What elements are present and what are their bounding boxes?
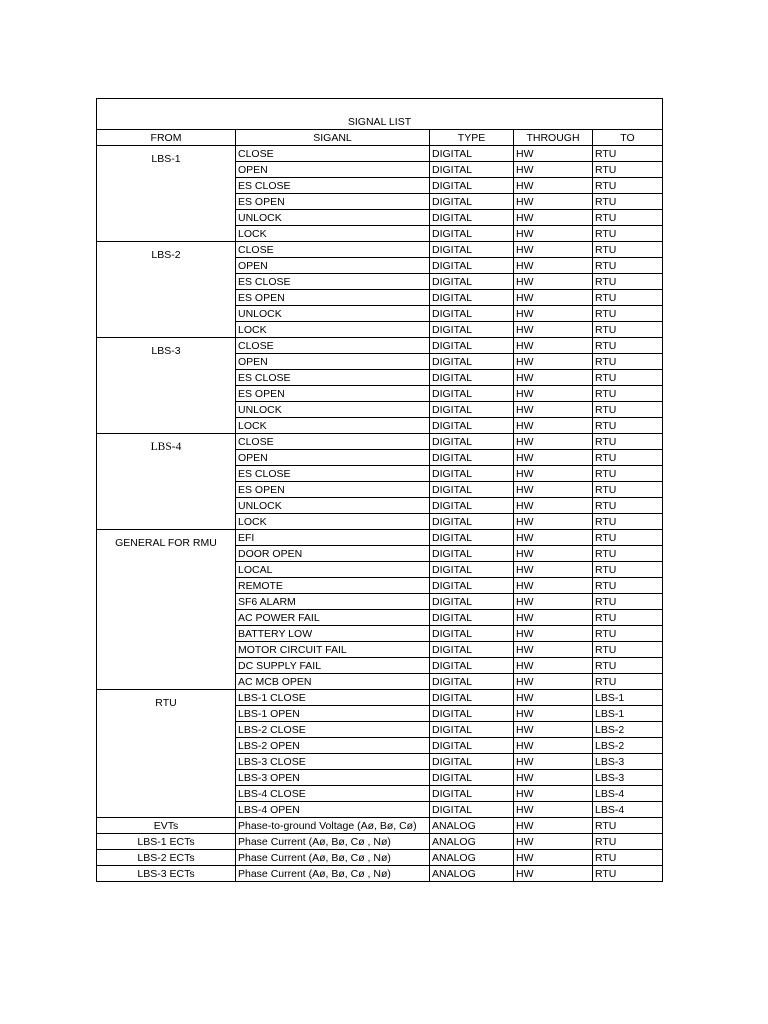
signal-cell: Phase Current (Aø, Bø, Cø , Nø)	[236, 850, 430, 866]
signal-table-body	[97, 99, 663, 882]
type-cell: DIGITAL	[430, 418, 514, 434]
through-cell: HW	[514, 674, 593, 690]
to-cell: LBS-2	[593, 738, 663, 754]
type-cell: DIGITAL	[430, 194, 514, 210]
through-cell: HW	[514, 770, 593, 786]
to-cell: RTU	[593, 450, 663, 466]
signal-cell: BATTERY LOW	[236, 626, 430, 642]
type-cell: DIGITAL	[430, 450, 514, 466]
through-cell: HW	[514, 194, 593, 210]
through-cell: HW	[514, 434, 593, 450]
through-cell: HW	[514, 818, 593, 834]
signal-cell: ES CLOSE	[236, 178, 430, 194]
signal-cell: LOCK	[236, 514, 430, 530]
from-cell: LBS-3	[97, 338, 236, 434]
signal-cell: Phase Current (Aø, Bø, Cø , Nø)	[236, 834, 430, 850]
through-cell: HW	[514, 514, 593, 530]
type-cell: DIGITAL	[430, 738, 514, 754]
to-cell: RTU	[593, 658, 663, 674]
type-cell: DIGITAL	[430, 322, 514, 338]
type-cell: DIGITAL	[430, 146, 514, 162]
signal-cell: CLOSE	[236, 146, 430, 162]
to-cell: RTU	[593, 402, 663, 418]
type-cell: DIGITAL	[430, 786, 514, 802]
through-cell: HW	[514, 242, 593, 258]
through-cell: HW	[514, 418, 593, 434]
type-cell: DIGITAL	[430, 610, 514, 626]
to-cell: RTU	[593, 226, 663, 242]
to-cell: RTU	[593, 818, 663, 834]
from-cell: LBS-2	[97, 242, 236, 338]
through-cell: HW	[514, 642, 593, 658]
table-row	[97, 146, 663, 162]
through-cell: HW	[514, 498, 593, 514]
type-cell: DIGITAL	[430, 434, 514, 450]
to-cell: RTU	[593, 498, 663, 514]
to-cell: RTU	[593, 594, 663, 610]
type-cell: DIGITAL	[430, 546, 514, 562]
through-cell: HW	[514, 370, 593, 386]
table-row	[97, 434, 663, 450]
from-cell: LBS-4	[97, 434, 236, 530]
to-cell: RTU	[593, 210, 663, 226]
type-cell: DIGITAL	[430, 530, 514, 546]
from-cell: EVTs	[97, 818, 236, 834]
signal-cell: CLOSE	[236, 338, 430, 354]
signal-cell: REMOTE	[236, 578, 430, 594]
signal-cell: CLOSE	[236, 434, 430, 450]
header-row	[97, 130, 663, 146]
through-cell: HW	[514, 450, 593, 466]
type-cell: DIGITAL	[430, 338, 514, 354]
type-cell: DIGITAL	[430, 162, 514, 178]
through-cell: HW	[514, 354, 593, 370]
table-row	[97, 850, 663, 866]
type-cell: DIGITAL	[430, 706, 514, 722]
to-cell: RTU	[593, 338, 663, 354]
to-cell: RTU	[593, 578, 663, 594]
through-cell: HW	[514, 258, 593, 274]
type-cell: DIGITAL	[430, 722, 514, 738]
through-cell: HW	[514, 834, 593, 850]
to-cell: RTU	[593, 386, 663, 402]
title-row	[97, 99, 663, 130]
signal-cell: LOCAL	[236, 562, 430, 578]
to-cell: RTU	[593, 642, 663, 658]
signal-cell: DOOR OPEN	[236, 546, 430, 562]
through-cell: HW	[514, 562, 593, 578]
signal-cell: LBS-3 OPEN	[236, 770, 430, 786]
signal-cell: OPEN	[236, 162, 430, 178]
through-cell: HW	[514, 546, 593, 562]
header-through: THROUGH	[514, 130, 593, 146]
to-cell: RTU	[593, 434, 663, 450]
through-cell: HW	[514, 530, 593, 546]
signal-cell: EFI	[236, 530, 430, 546]
table-row	[97, 834, 663, 850]
header-signal: SIGANL	[236, 130, 430, 146]
signal-cell: UNLOCK	[236, 306, 430, 322]
signal-cell: LBS-2 CLOSE	[236, 722, 430, 738]
type-cell: DIGITAL	[430, 626, 514, 642]
table-row	[97, 338, 663, 354]
to-cell: RTU	[593, 834, 663, 850]
through-cell: HW	[514, 482, 593, 498]
type-cell: DIGITAL	[430, 562, 514, 578]
through-cell: HW	[514, 706, 593, 722]
type-cell: DIGITAL	[430, 642, 514, 658]
through-cell: HW	[514, 722, 593, 738]
header-to: TO	[593, 130, 663, 146]
signal-cell: LBS-3 CLOSE	[236, 754, 430, 770]
table-row	[97, 818, 663, 834]
to-cell: RTU	[593, 866, 663, 882]
signal-cell: ES OPEN	[236, 482, 430, 498]
signal-cell: OPEN	[236, 258, 430, 274]
through-cell: HW	[514, 386, 593, 402]
to-cell: RTU	[593, 162, 663, 178]
to-cell: RTU	[593, 274, 663, 290]
to-cell: RTU	[593, 482, 663, 498]
type-cell: ANALOG	[430, 834, 514, 850]
through-cell: HW	[514, 658, 593, 674]
type-cell: DIGITAL	[430, 178, 514, 194]
signal-cell: ES OPEN	[236, 290, 430, 306]
through-cell: HW	[514, 402, 593, 418]
through-cell: HW	[514, 338, 593, 354]
signal-cell: DC SUPPLY FAIL	[236, 658, 430, 674]
signal-cell: ES OPEN	[236, 194, 430, 210]
from-cell: LBS-1 ECTs	[97, 834, 236, 850]
type-cell: DIGITAL	[430, 306, 514, 322]
type-cell: DIGITAL	[430, 290, 514, 306]
to-cell: RTU	[593, 626, 663, 642]
through-cell: HW	[514, 162, 593, 178]
through-cell: HW	[514, 290, 593, 306]
to-cell: RTU	[593, 546, 663, 562]
to-cell: RTU	[593, 258, 663, 274]
signal-cell: LBS-4 CLOSE	[236, 786, 430, 802]
signal-cell: OPEN	[236, 450, 430, 466]
type-cell: DIGITAL	[430, 482, 514, 498]
signal-cell: ES CLOSE	[236, 274, 430, 290]
through-cell: HW	[514, 274, 593, 290]
table-row	[97, 690, 663, 706]
type-cell: DIGITAL	[430, 210, 514, 226]
signal-list-table	[96, 98, 663, 882]
to-cell: RTU	[593, 514, 663, 530]
type-cell: DIGITAL	[430, 354, 514, 370]
signal-cell: AC POWER FAIL	[236, 610, 430, 626]
through-cell: HW	[514, 690, 593, 706]
through-cell: HW	[514, 850, 593, 866]
through-cell: HW	[514, 754, 593, 770]
through-cell: HW	[514, 466, 593, 482]
signal-cell: UNLOCK	[236, 210, 430, 226]
signal-cell: OPEN	[236, 354, 430, 370]
through-cell: HW	[514, 866, 593, 882]
table-row	[97, 530, 663, 546]
from-cell: GENERAL FOR RMU	[97, 530, 236, 690]
through-cell: HW	[514, 306, 593, 322]
header-type: TYPE	[430, 130, 514, 146]
signal-cell: Phase-to-ground Voltage (Aø, Bø, Cø)	[236, 818, 430, 834]
type-cell: DIGITAL	[430, 274, 514, 290]
to-cell: LBS-3	[593, 754, 663, 770]
header-from: FROM	[97, 130, 236, 146]
to-cell: LBS-4	[593, 802, 663, 818]
through-cell: HW	[514, 594, 593, 610]
type-cell: DIGITAL	[430, 514, 514, 530]
type-cell: DIGITAL	[430, 402, 514, 418]
to-cell: LBS-1	[593, 706, 663, 722]
type-cell: DIGITAL	[430, 466, 514, 482]
type-cell: DIGITAL	[430, 674, 514, 690]
signal-cell: LOCK	[236, 226, 430, 242]
to-cell: RTU	[593, 306, 663, 322]
through-cell: HW	[514, 146, 593, 162]
through-cell: HW	[514, 322, 593, 338]
from-cell: LBS-2 ECTs	[97, 850, 236, 866]
to-cell: RTU	[593, 354, 663, 370]
type-cell: ANALOG	[430, 850, 514, 866]
to-cell: LBS-4	[593, 786, 663, 802]
to-cell: RTU	[593, 194, 663, 210]
type-cell: DIGITAL	[430, 578, 514, 594]
signal-cell: ES CLOSE	[236, 466, 430, 482]
signal-cell: LBS-4 OPEN	[236, 802, 430, 818]
through-cell: HW	[514, 210, 593, 226]
signal-cell: LOCK	[236, 322, 430, 338]
signal-cell: LOCK	[236, 418, 430, 434]
to-cell: RTU	[593, 562, 663, 578]
to-cell: LBS-1	[593, 690, 663, 706]
type-cell: DIGITAL	[430, 226, 514, 242]
to-cell: RTU	[593, 674, 663, 690]
signal-cell: MOTOR CIRCUIT FAIL	[236, 642, 430, 658]
signal-cell: SF6 ALARM	[236, 594, 430, 610]
type-cell: DIGITAL	[430, 658, 514, 674]
to-cell: RTU	[593, 290, 663, 306]
signal-cell: Phase Current (Aø, Bø, Cø , Nø)	[236, 866, 430, 882]
through-cell: HW	[514, 786, 593, 802]
table-row	[97, 866, 663, 882]
from-cell: RTU	[97, 690, 236, 818]
signal-cell: LBS-1 CLOSE	[236, 690, 430, 706]
table-title: SIGNAL LIST	[97, 99, 663, 130]
type-cell: DIGITAL	[430, 770, 514, 786]
through-cell: HW	[514, 610, 593, 626]
type-cell: ANALOG	[430, 866, 514, 882]
type-cell: DIGITAL	[430, 386, 514, 402]
to-cell: RTU	[593, 322, 663, 338]
signal-cell: UNLOCK	[236, 498, 430, 514]
to-cell: RTU	[593, 370, 663, 386]
type-cell: DIGITAL	[430, 754, 514, 770]
signal-cell: UNLOCK	[236, 402, 430, 418]
to-cell: RTU	[593, 242, 663, 258]
through-cell: HW	[514, 626, 593, 642]
signal-cell: ES CLOSE	[236, 370, 430, 386]
type-cell: DIGITAL	[430, 370, 514, 386]
through-cell: HW	[514, 738, 593, 754]
type-cell: DIGITAL	[430, 498, 514, 514]
to-cell: LBS-3	[593, 770, 663, 786]
signal-cell: CLOSE	[236, 242, 430, 258]
from-cell: LBS-1	[97, 146, 236, 242]
to-cell: RTU	[593, 178, 663, 194]
from-cell: LBS-3 ECTs	[97, 866, 236, 882]
signal-cell: LBS-2 OPEN	[236, 738, 430, 754]
type-cell: DIGITAL	[430, 802, 514, 818]
type-cell: DIGITAL	[430, 242, 514, 258]
through-cell: HW	[514, 226, 593, 242]
to-cell: RTU	[593, 610, 663, 626]
type-cell: DIGITAL	[430, 594, 514, 610]
type-cell: DIGITAL	[430, 258, 514, 274]
signal-cell: AC MCB OPEN	[236, 674, 430, 690]
through-cell: HW	[514, 802, 593, 818]
to-cell: RTU	[593, 418, 663, 434]
to-cell: LBS-2	[593, 722, 663, 738]
signal-cell: ES OPEN	[236, 386, 430, 402]
to-cell: RTU	[593, 466, 663, 482]
signal-cell: LBS-1 OPEN	[236, 706, 430, 722]
table-row	[97, 242, 663, 258]
type-cell: ANALOG	[430, 818, 514, 834]
to-cell: RTU	[593, 530, 663, 546]
to-cell: RTU	[593, 850, 663, 866]
to-cell: RTU	[593, 146, 663, 162]
type-cell: DIGITAL	[430, 690, 514, 706]
through-cell: HW	[514, 178, 593, 194]
through-cell: HW	[514, 578, 593, 594]
